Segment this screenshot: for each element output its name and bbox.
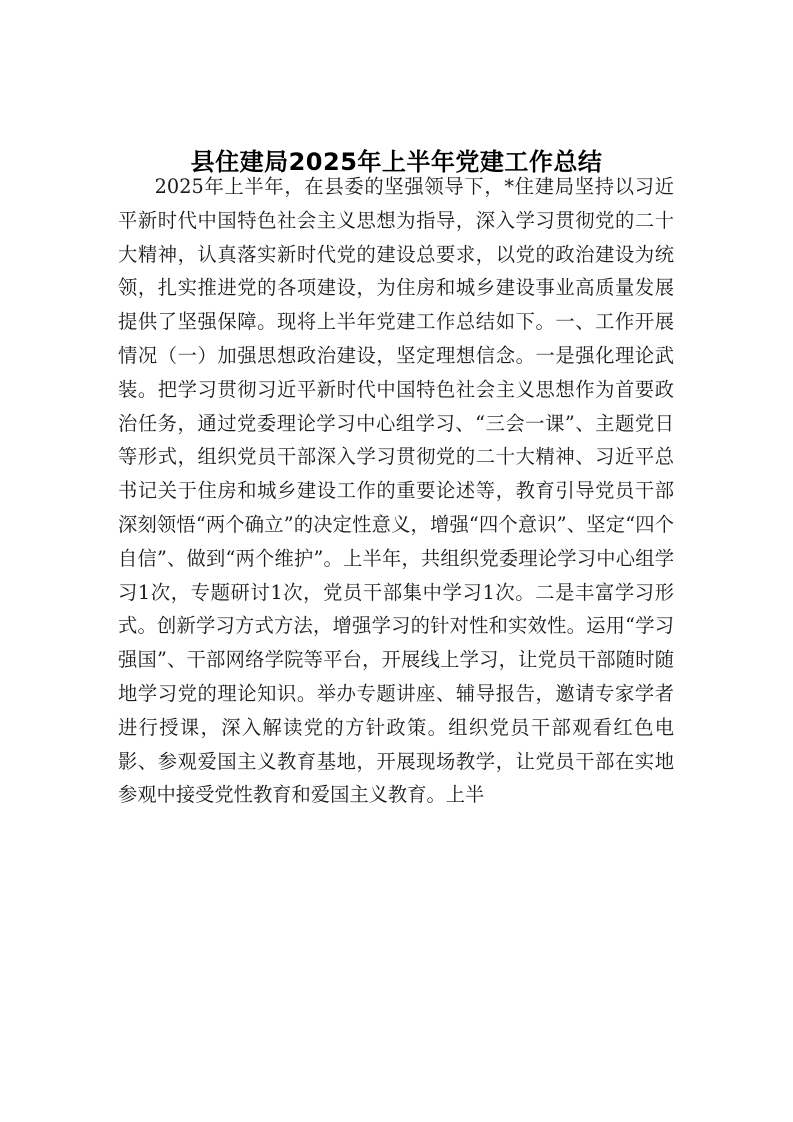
document-title: 县住建局2025年上半年党建工作总结 [190, 148, 603, 177]
document-body-paragraph: 2025年上半年，在县委的坚强领导下，*住建局坚持以习近平新时代中国特色社会主义思想为指导，深入学习贯彻党的二十大精神，认真落实新时代党的建设总要求，以党的政治建设为统领，扎实推进党的各项建设，为住房和城乡建设事业高质量发展提供了坚强保障。现将上半年党建工作总结如下。一、工作开展情况（一）加强思想政治建设，坚定理想信念。一是强化理论武装。把学习贯彻习近平新时代中国特色社会主义思想作为首要政治任务，通过党委理论学习中心组学习、“三会一课”、主题党日等形式，组织党员干部深入学习贯彻党的二十大精神、习近平总书记关于住房和城乡建设工作的重要论述等，教育引导党员干部深刻领悟“两个确立”的决定性意义，增强“四个意识”、坚定“四个自信”、做到“两个维护”。上半年，共组织党委理论学习中心组学习1次，专题研讨1次，党员干部集中学习1次。二是丰富学习形式。创新学习方式方法，增强学习的针对性和实效性。运用“学习强国”、干部网络学院等平台，开展线上学习，让党员干部随时随地学习党的理论知识。举办专题讲座、辅导报告，邀请专家学者进行授课，深入解读党的方针政策。组织党员干部观看红色电影、参观爱国主义教育基地，开展现场教学，让党员干部在实地参观中接受党性教育和爱国主义教育。上半 [118, 175, 674, 807]
